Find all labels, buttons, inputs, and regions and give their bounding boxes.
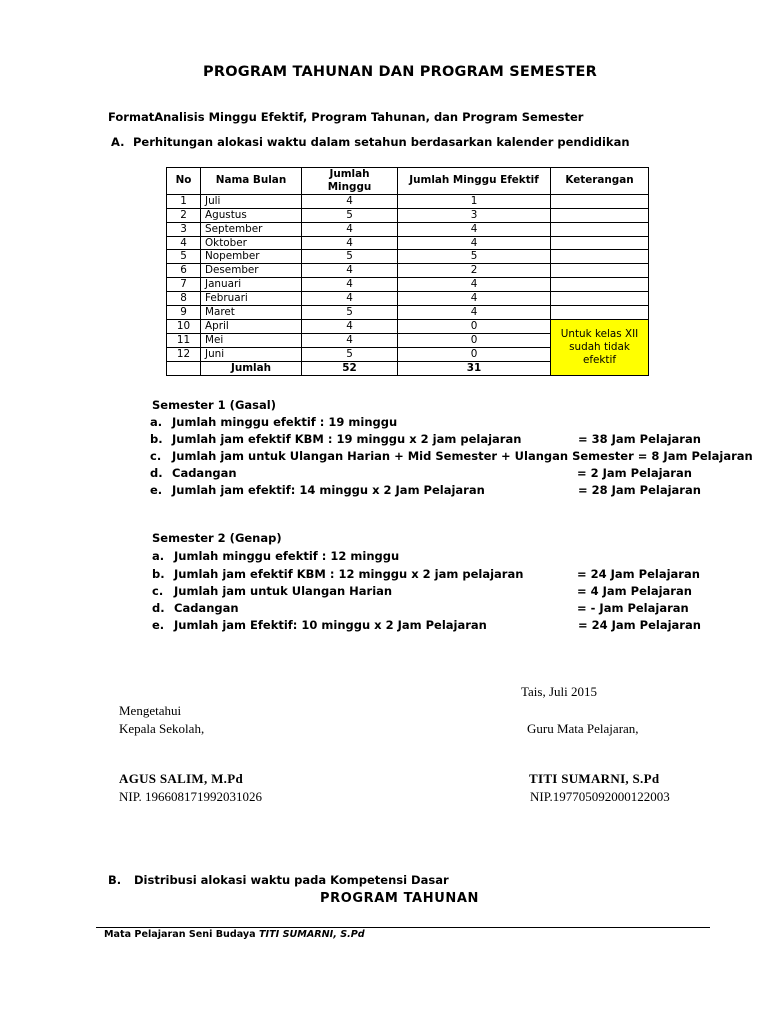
guru-label: Guru Mata Pelajaran, (527, 721, 639, 736)
cell-nama-bulan: September (201, 222, 302, 236)
semester1-result-b: = 38 Jam Pelajaran (578, 432, 701, 446)
cell-nama-bulan: Juli (201, 194, 302, 208)
cell-jumlah-minggu-efektif: 0 (398, 319, 551, 333)
teacher-name: TITI SUMARNI, S.Pd (529, 771, 660, 786)
table-row (167, 264, 649, 278)
cell-no: 11 (167, 333, 201, 347)
cell-no: 8 (167, 292, 201, 306)
cell-keterangan (551, 292, 649, 306)
semester2-item-e: e. Jumlah jam Efektif: 10 minggu x 2 Jam Pelajaran (152, 618, 487, 632)
semester1-item-a: a. Jumlah minggu efektif : 19 minggu (150, 415, 398, 429)
cell-jumlah-minggu: 5 (302, 250, 398, 264)
cell-nama-bulan: Desember (201, 264, 302, 278)
section-a-text: Perhitungan alokasi waktu dalam setahun berdasarkan kalender pendidikan (133, 135, 630, 149)
cell-jumlah-minggu-efektif: 4 (398, 278, 551, 292)
principal-name: AGUS SALIM, M.Pd (119, 771, 243, 786)
footer-divider (96, 927, 710, 928)
header-no: No (167, 168, 201, 195)
header-nama-bulan: Nama Bulan (201, 168, 302, 195)
section-b-letter: B. (108, 873, 122, 887)
table-header-row (167, 168, 649, 195)
teacher-nip: NIP.197705092000122003 (530, 789, 670, 804)
table-body (167, 194, 649, 375)
table-row (167, 319, 649, 333)
cell-keterangan (551, 306, 649, 320)
cell-jumlah-minggu: 4 (302, 264, 398, 278)
program-tahunan-heading: PROGRAM TAHUNAN (320, 891, 479, 906)
calendar-table (166, 167, 649, 376)
cell-jumlah-minggu: 5 (302, 347, 398, 361)
section-a-heading (111, 135, 630, 149)
section-a-letter: A. (111, 135, 125, 149)
cell-no: 5 (167, 250, 201, 264)
principal-nip: NIP. 196608171992031026 (119, 789, 263, 804)
cell-keterangan (551, 194, 649, 208)
semester1-result-e: = 28 Jam Pelajaran (578, 483, 701, 497)
semester2-item-d: d. Cadangan (152, 601, 239, 615)
cell-keterangan (551, 222, 649, 236)
cell-jumlah-minggu: 5 (302, 208, 398, 222)
cell-total-blank (167, 361, 201, 375)
table-row (167, 208, 649, 222)
cell-keterangan (551, 208, 649, 222)
cell-jumlah-minggu-efektif: 4 (398, 306, 551, 320)
cell-nama-bulan: Januari (201, 278, 302, 292)
cell-jumlah-minggu-efektif: 3 (398, 208, 551, 222)
cell-jumlah-minggu: 4 (302, 292, 398, 306)
cell-jumlah-minggu-efektif: 4 (398, 292, 551, 306)
cell-nama-bulan: Maret (201, 306, 302, 320)
semester1-item-c: c. Jumlah jam untuk Ulangan Harian + Mid Semester + Ulangan Semester = 8 Jam Pelajaran (150, 449, 753, 463)
cell-nama-bulan: Juni (201, 347, 302, 361)
footer-prefix: Mata Pelajaran Seni Budaya (104, 929, 259, 940)
cell-jumlah-minggu-efektif: 0 (398, 333, 551, 347)
cell-nama-bulan: Februari (201, 292, 302, 306)
cell-no: 3 (167, 222, 201, 236)
cell-jumlah-minggu-efektif: 0 (398, 347, 551, 361)
cell-nama-bulan: Agustus (201, 208, 302, 222)
semester2-result-c: = 4 Jam Pelajaran (577, 584, 692, 598)
cell-no: 6 (167, 264, 201, 278)
semester1-item-d: d. Cadangan (150, 466, 237, 480)
cell-jumlah-minggu-efektif: 4 (398, 236, 551, 250)
table-row (167, 236, 649, 250)
section-b-heading (108, 873, 449, 887)
cell-jumlah-minggu: 4 (302, 278, 398, 292)
cell-jumlah-minggu: 4 (302, 194, 398, 208)
cell-nama-bulan: April (201, 319, 302, 333)
cell-total-label: Jumlah (201, 361, 302, 375)
table-row (167, 278, 649, 292)
cell-jumlah-minggu-efektif: 1 (398, 194, 551, 208)
table-row (167, 222, 649, 236)
cell-keterangan (551, 250, 649, 264)
cell-no: 4 (167, 236, 201, 250)
cell-jumlah-minggu-efektif: 2 (398, 264, 551, 278)
cell-jumlah-minggu: 4 (302, 319, 398, 333)
cell-no: 2 (167, 208, 201, 222)
cell-jumlah-minggu-efektif: 5 (398, 250, 551, 264)
cell-nama-bulan: Oktober (201, 236, 302, 250)
cell-no: 10 (167, 319, 201, 333)
semester2-item-c: c. Jumlah jam untuk Ulangan Harian (152, 584, 393, 598)
cell-no: 12 (167, 347, 201, 361)
cell-total-jumlah-efektif: 31 (398, 361, 551, 375)
mengetahui-label: Mengetahui (119, 703, 182, 718)
semester2-result-e: = 24 Jam Pelajaran (578, 618, 701, 632)
cell-no: 7 (167, 278, 201, 292)
table-row (167, 306, 649, 320)
format-heading: FormatAnalisis Minggu Efektif, Program Tahunan, dan Program Semester (108, 110, 584, 124)
page-footer (104, 929, 365, 940)
page-title: PROGRAM TAHUNAN DAN PROGRAM SEMESTER (203, 64, 597, 80)
cell-jumlah-minggu: 4 (302, 236, 398, 250)
semester2-result-b: = 24 Jam Pelajaran (577, 567, 700, 581)
cell-total-jumlah-minggu: 52 (302, 361, 398, 375)
header-jumlah-minggu-efektif: Jumlah Minggu Efektif (398, 168, 551, 195)
cell-nama-bulan: Mei (201, 333, 302, 347)
semester2-result-d: = - Jam Pelajaran (577, 601, 689, 615)
semester2-heading: Semester 2 (Genap) (152, 531, 282, 545)
table-row (167, 292, 649, 306)
section-b-text: Distribusi alokasi waktu pada Kompetensi Dasar (134, 873, 449, 887)
semester2-item-b: b. Jumlah jam efektif KBM : 12 minggu x 2 jam pelajaran (152, 567, 524, 581)
keterangan-note: Untuk kelas XII sudah tidak efektif (551, 319, 649, 375)
header-jumlah-minggu: Jumlah Minggu (302, 168, 398, 195)
cell-keterangan (551, 278, 649, 292)
footer-author: TITI SUMARNI, S.Pd (259, 929, 365, 940)
semester1-heading: Semester 1 (Gasal) (152, 398, 276, 412)
header-keterangan: Keterangan (551, 168, 649, 195)
cell-nama-bulan: Nopember (201, 250, 302, 264)
cell-no: 1 (167, 194, 201, 208)
cell-keterangan (551, 236, 649, 250)
cell-jumlah-minggu-efektif: 4 (398, 222, 551, 236)
table-row (167, 194, 649, 208)
semester1-item-b: b. Jumlah jam efektif KBM : 19 minggu x 2 jam pelajaran (150, 432, 522, 446)
cell-keterangan (551, 264, 649, 278)
table-row (167, 250, 649, 264)
semester1-item-e: e. Jumlah jam efektif: 14 minggu x 2 Jam Pelajaran (150, 483, 485, 497)
semester1-result-d: = 2 Jam Pelajaran (577, 466, 692, 480)
kepala-sekolah-label: Kepala Sekolah, (119, 721, 205, 736)
place-date: Tais, Juli 2015 (521, 684, 598, 699)
semester2-item-a: a. Jumlah minggu efektif : 12 minggu (152, 549, 400, 563)
cell-jumlah-minggu: 4 (302, 333, 398, 347)
cell-jumlah-minggu: 5 (302, 306, 398, 320)
cell-jumlah-minggu: 4 (302, 222, 398, 236)
cell-no: 9 (167, 306, 201, 320)
